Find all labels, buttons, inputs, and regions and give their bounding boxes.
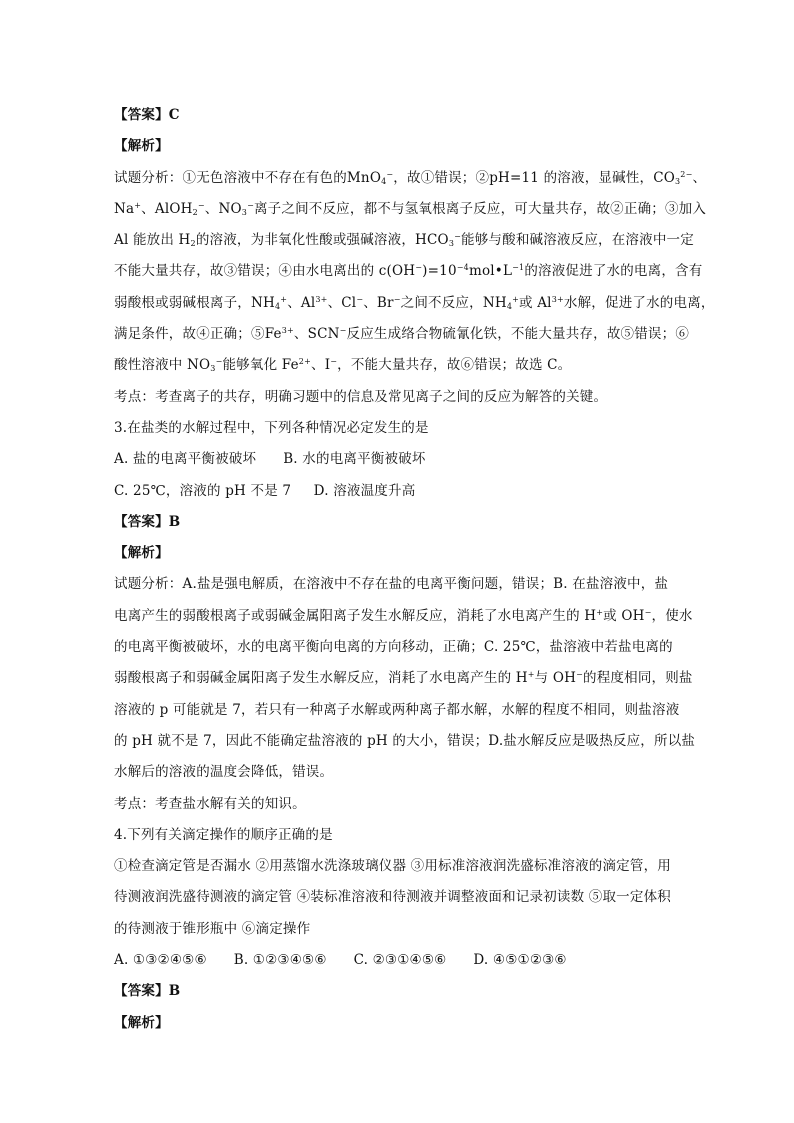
q2-analysis-heading: 【解析】 — [114, 138, 169, 155]
q2-analysis-line-3: Al 能放出 $H_2$的溶液，为非氧化性酸或强碱溶液，$HCO_3^-$能够与酸和碱溶液反应，在溶液中一定 — [114, 232, 694, 249]
q4-steps-line-2: 待测液润洗盛待测液的滴定管 ④装标准溶液和待测液并调整液面和记录初读数 ⑤取一定体积 — [114, 889, 671, 906]
q4-option-b: B. ①②③④⑤⑥ — [233, 952, 327, 969]
q4-option-a: A. ①③②④⑤⑥ — [114, 952, 207, 969]
q3-analysis-heading: 【解析】 — [114, 545, 169, 562]
q3-option-b: B. 水的电离平衡被破坏 — [283, 451, 426, 468]
q3-analysis-line-5: 溶液的 p 可能就是 7，若只有一种离子水解或两种离子都水解，水解的程度不相同，则盐溶液 — [114, 701, 680, 718]
q2-analysis-line-5: 弱酸根或弱碱根离子，$NH_4^+$、$Al^{3+}$、Cl−、Br−之间不反应，$NH_4^+$或 $Al^{3+}$水解，促进了水的电离， — [114, 294, 715, 311]
q4-stem: 4.下列有关滴定操作的顺序正确的是 — [114, 826, 333, 843]
q2-answer: 【答案】C — [114, 107, 180, 123]
q3-analysis-line-4: 弱酸根离子和弱碱金属阳离子发生水解反应，消耗了水电离产生的 H+与 OH−的程度相同，则盐 — [114, 670, 693, 687]
q3-analysis-line-7: 水解后的溶液的温度会降低，错误。 — [114, 764, 334, 781]
q3-options-row-1 — [114, 444, 680, 475]
q3-stem: 3.在盐类的水解过程中，下列各种情况必定发生的是 — [114, 419, 429, 436]
q3-option-c: C. 25℃，溶液的 pH 不是 7 — [114, 482, 292, 499]
q4-options-row — [114, 945, 680, 976]
q2-analysis-line-7: 酸性溶液中 $NO_3^-$能够氧化 $Fe^{2+}$、I−，不能大量共存，故⑥错误；故选 C。 — [114, 357, 572, 374]
q3-analysis-line-3: 的电离平衡被破坏，水的电离平衡向电离的方向移动，正确；C. 25℃，盐溶液中若盐电离的 — [114, 639, 673, 656]
q4-option-c: C. ②③①④⑤⑥ — [353, 952, 447, 969]
q3-option-a: A. 盐的电离平衡被破坏 — [114, 451, 257, 468]
q3-kaodian: 考点：考查盐水解有关的知识。 — [114, 795, 306, 812]
document-page — [114, 100, 715, 1039]
q3-answer: 【答案】B — [114, 513, 181, 530]
q3-analysis-line-6: 的 pH 就不是 7，因此不能确定盐溶液的 pH 的大小，错误；D.盐水解反应是吸热反应，所以盐 — [114, 732, 696, 749]
q4-option-d: D. ④⑤①②③⑥ — [473, 952, 567, 969]
q4-steps-line-3: 的待测液于锥形瓶中 ⑥滴定操作 — [114, 920, 311, 937]
q3-option-d: D. 溶液温度升高 — [313, 482, 416, 499]
q4-steps-line-1: ①检查滴定管是否漏水 ②用蒸馏水洗涤玻璃仪器 ③用标准溶液润洗盛标准溶液的滴定管，用 — [114, 858, 671, 875]
q3-options-row-2 — [114, 476, 680, 507]
q4-analysis-heading: 【解析】 — [114, 1014, 169, 1031]
q2-analysis-line-6: 满足条件，故④正确；$⑤Fe^{3+}$、SCN−反应生成络合物硫氰化铁，不能大量共存，故⑤错误；⑥ — [114, 326, 690, 343]
q2-analysis-line-1: 试题分析：①无色溶液中不存在有色的MnO$_4$−，故①错误；②pH=11 的溶液，显碱性，$CO_3^{2-}$、 — [114, 169, 707, 186]
q2-analysis-line-2: Na+、AlOH$_2$−、$NO_3^-$离子之间不反应，都不与氢氧根离子反应，可大量共存，故②正确；③加入 — [114, 200, 707, 217]
q3-analysis-line-1: 试题分析：A.盐是强电解质，在溶液中不存在盐的电离平衡问题，错误；B. 在盐溶液中，盐 — [114, 576, 669, 593]
q2-kaodian: 考点：考查离子的共存，明确习题中的信息及常见离子之间的反应为解答的关键。 — [114, 388, 608, 405]
q3-analysis-line-2: 电离产生的弱酸根离子或弱碱金属阳离子发生水解反应，消耗了水电离产生的 H+或 OH−，使水 — [114, 607, 693, 624]
q2-analysis-line-4: 不能大量共存，故③错误；④由水电离出的 $c(OH^-)=10^{-4}mol•L^{-1}$的溶液促进了水的电离，含有 — [114, 263, 703, 280]
q4-answer: 【答案】B — [114, 983, 181, 1000]
